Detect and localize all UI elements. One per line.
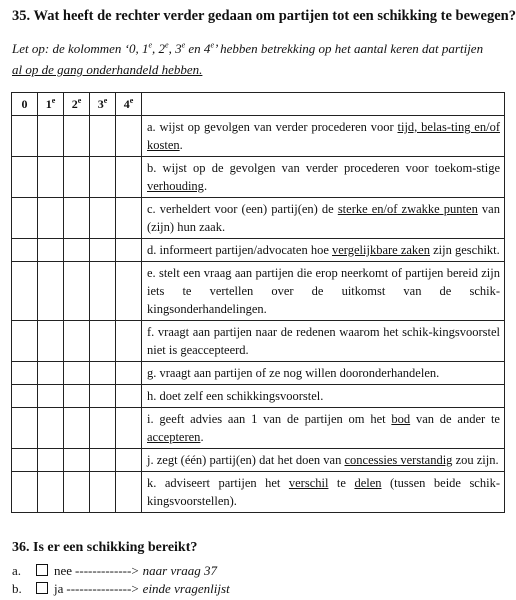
table-row [12, 408, 505, 449]
tally-cell[interactable] [116, 157, 142, 198]
question-35-title: 35. Wat heeft de rechter verder gedaan om partijen tot een schikking te bewegen? [12, 8, 516, 24]
column-header-number: 4 [123, 96, 130, 111]
column-header-sup: e [77, 95, 82, 105]
arrow-text: -------------> [75, 563, 139, 578]
tally-cell[interactable] [38, 116, 64, 157]
tally-cell[interactable] [90, 157, 116, 198]
row-description [142, 408, 505, 449]
tally-cell[interactable] [90, 262, 116, 321]
description-text: b. wijst op de gevolgen van verder procederen voor toekom-stige [147, 161, 500, 175]
question-36-title: 36. Is er een schikking bereikt? [12, 540, 198, 555]
underlined-text: accepteren [147, 430, 201, 444]
underlined-text: sterke en/of zwakke punten [337, 202, 478, 216]
table-row [12, 362, 505, 385]
description-text: van (zijn) hun zaak. [147, 202, 500, 234]
table-row [12, 157, 505, 198]
description-text: te [328, 476, 355, 490]
table-row [12, 321, 505, 362]
tally-cell[interactable] [12, 239, 38, 262]
description-text: j. zegt (één) partij(en) dat het doen van [147, 453, 345, 467]
description-text: a. wijst op gevolgen van verder procederen voor [147, 120, 398, 134]
tally-cell[interactable] [64, 198, 90, 239]
column-header-sup: e [103, 95, 108, 105]
tally-cell[interactable] [90, 239, 116, 262]
option-label: nee [54, 563, 73, 578]
answer-option [12, 580, 230, 597]
tally-cell[interactable] [64, 472, 90, 513]
description-text: . [203, 179, 208, 193]
tally-cell[interactable] [12, 198, 38, 239]
table-row [12, 262, 505, 321]
description-text: k. adviseert partijen het [147, 476, 289, 490]
column-note [12, 38, 507, 80]
table-row [12, 198, 505, 239]
tally-cell[interactable] [90, 385, 116, 408]
row-description [142, 362, 505, 385]
description-text: (tussen beide schik-kingsvoorstellen). [147, 476, 500, 508]
tally-cell[interactable] [12, 321, 38, 362]
column-header-sup: e [129, 95, 134, 105]
underlined-text: tijd, belas-ting en/of kosten [147, 120, 500, 152]
tally-cell[interactable] [12, 472, 38, 513]
description-text: i. geeft advies aan 1 van de partijen om het [147, 412, 392, 426]
answer-grid [11, 92, 505, 513]
option-letter: b. [12, 581, 22, 596]
row-description [142, 198, 505, 239]
tally-cell[interactable] [38, 198, 64, 239]
tally-cell[interactable] [38, 449, 64, 472]
underlined-text: vergelijkbare zaken [332, 243, 430, 257]
answer-option [12, 562, 217, 579]
description-text: f. vraagt aan partijen naar de redenen waarom het schik-kingsvoorstel niet is geaccepteerd. [147, 325, 500, 357]
tally-cell[interactable] [90, 198, 116, 239]
note-sup: e [210, 40, 214, 50]
tally-cell[interactable] [12, 449, 38, 472]
column-header-description [142, 93, 505, 116]
note-text: , 2 [152, 41, 166, 56]
tally-cell[interactable] [90, 408, 116, 449]
description-text: van de ander te [410, 412, 500, 426]
grid-header-row [12, 93, 505, 116]
table-row [12, 472, 505, 513]
tally-cell[interactable] [90, 449, 116, 472]
row-description [142, 262, 505, 321]
row-description [142, 157, 505, 198]
row-description [142, 116, 505, 157]
note-sup: e [148, 40, 153, 50]
underlined-text: verschil [288, 476, 329, 490]
tally-cell[interactable] [38, 239, 64, 262]
table-row [12, 239, 505, 262]
underlined-text: verhouding [147, 179, 204, 193]
tally-cell[interactable] [116, 362, 142, 385]
tally-cell[interactable] [116, 321, 142, 362]
description-text: d. informeert partijen/advocaten hoe [147, 243, 332, 257]
underlined-text: delen [354, 476, 382, 490]
row-description [142, 472, 505, 513]
tally-cell[interactable] [64, 157, 90, 198]
description-text: . [200, 430, 204, 444]
tally-cell[interactable] [12, 408, 38, 449]
column-header-number: 1 [45, 96, 52, 111]
tally-cell[interactable] [38, 408, 64, 449]
description-text: . [179, 138, 183, 152]
table-row [12, 449, 505, 472]
column-header-sup: e [51, 95, 56, 105]
row-description [142, 239, 505, 262]
underlined-text: concessies verstandig [344, 453, 453, 467]
tally-cell[interactable] [90, 472, 116, 513]
note-text: Let op: de kolommen ‘0, 1 [12, 41, 149, 56]
underlined-text: bod [391, 412, 411, 426]
option-target: naar vraag 37 [142, 563, 218, 578]
tally-cell[interactable] [64, 262, 90, 321]
tally-cell[interactable] [64, 385, 90, 408]
row-description [142, 321, 505, 362]
note-sup: e [181, 40, 186, 50]
tally-cell[interactable] [12, 157, 38, 198]
tally-cell[interactable] [116, 449, 142, 472]
tally-cell[interactable] [64, 239, 90, 262]
tally-cell[interactable] [38, 321, 64, 362]
tally-cell[interactable] [116, 116, 142, 157]
column-note-line-1 [12, 38, 507, 59]
checkbox[interactable] [36, 582, 48, 594]
tally-cell[interactable] [38, 157, 64, 198]
tally-cell[interactable] [64, 408, 90, 449]
column-header-2 [64, 93, 90, 116]
tally-cell[interactable] [116, 198, 142, 239]
row-description [142, 385, 505, 408]
description-text: c. verheldert voor (een) partij(en) de [147, 202, 338, 216]
column-header-number: 3 [97, 96, 104, 111]
tally-cell[interactable] [38, 362, 64, 385]
description-text: h. doet zelf een schikkingsvoorstel. [147, 389, 324, 403]
checkbox[interactable] [36, 564, 48, 576]
tally-cell[interactable] [38, 472, 64, 513]
column-header-3 [90, 93, 116, 116]
grid-body [12, 116, 505, 513]
tally-cell[interactable] [64, 321, 90, 362]
arrow-text: ---------------> [66, 581, 139, 596]
description-text: zijn geschikt. [429, 243, 500, 257]
tally-cell[interactable] [12, 262, 38, 321]
tally-cell[interactable] [116, 385, 142, 408]
tally-cell[interactable] [116, 262, 142, 321]
note-text: ’ hebben betrekking op het aantal keren dat partijen [214, 41, 484, 56]
row-description [142, 449, 505, 472]
tally-cell[interactable] [38, 385, 64, 408]
tally-cell[interactable] [64, 362, 90, 385]
column-header-0 [12, 93, 38, 116]
column-header-number: 0 [21, 96, 28, 111]
option-letter: a. [12, 563, 22, 578]
tally-cell[interactable] [64, 449, 90, 472]
column-header-1 [38, 93, 64, 116]
tally-cell[interactable] [38, 262, 64, 321]
tally-cell[interactable] [90, 362, 116, 385]
tally-cell[interactable] [116, 239, 142, 262]
tally-cell[interactable] [64, 116, 90, 157]
description-text: zou zijn. [452, 453, 499, 467]
tally-cell[interactable] [90, 116, 116, 157]
option-label: ja [54, 581, 64, 596]
tally-cell[interactable] [116, 472, 142, 513]
column-header-4 [116, 93, 142, 116]
table-row [12, 385, 505, 408]
tally-cell[interactable] [12, 385, 38, 408]
tally-cell[interactable] [90, 321, 116, 362]
tally-cell[interactable] [12, 116, 38, 157]
note-text: en 4 [185, 41, 211, 56]
note-text: , 3 [168, 41, 182, 56]
column-header-number: 2 [71, 96, 78, 111]
description-text: e. stelt een vraag aan partijen die erop neerkomt of partijen bereid zijn iets te vertellen over de uitkomst van de schik-kingsonderhandelingen. [147, 266, 500, 316]
tally-cell[interactable] [116, 408, 142, 449]
note-sup: e [165, 40, 169, 50]
option-target: einde vragenlijst [142, 581, 230, 596]
table-row [12, 116, 505, 157]
tally-cell[interactable] [12, 362, 38, 385]
description-text: g. vraagt aan partijen of ze nog willen dooronderhandelen. [147, 366, 440, 380]
column-note-line-2: al op de gang onderhandeld hebben. [12, 62, 203, 77]
